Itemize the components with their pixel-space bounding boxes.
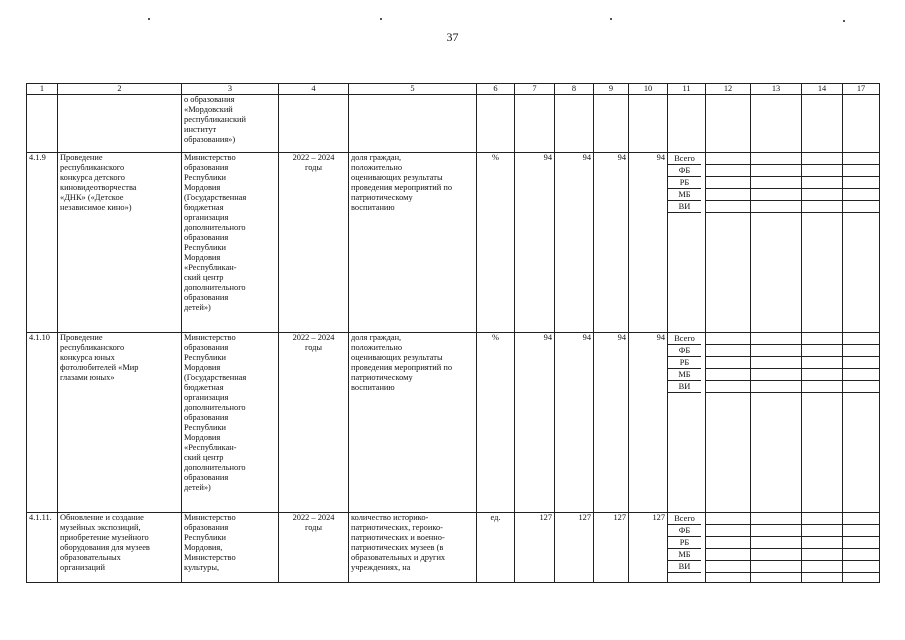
- column-number: 1: [27, 84, 58, 95]
- funding-amount-line: [802, 190, 842, 201]
- funding-amount-line: [843, 562, 879, 573]
- measure-number: 4.1.11.: [27, 513, 58, 583]
- funding-amount-line: [706, 562, 750, 573]
- column-number: 14: [802, 84, 843, 95]
- funding-amount-line: [706, 178, 750, 189]
- indicator-name: доля граждан, положительно оценивающих результаты проведения мероприятий по патриотическому воспитанию: [349, 153, 477, 333]
- funding-amount-line: [802, 154, 842, 165]
- funding-amount-line: [751, 538, 801, 549]
- funding-amount-line: [843, 190, 879, 201]
- funding-amount-line: [802, 166, 842, 177]
- funding-amount-line: [706, 382, 750, 393]
- funding-amount-line: [706, 538, 750, 549]
- column-number: 7: [515, 84, 555, 95]
- measure-executor: Министерство образования Республики Мордовия (Государственная бюджетная организация дополнительного образования Республики Мордовия «Республикан- ский центр дополнительного образования детей»): [182, 153, 279, 333]
- measure-period: [279, 95, 349, 153]
- funding-amount-cell: [706, 153, 751, 333]
- funding-amount-line: [802, 550, 842, 561]
- indicator-value-2025: 94: [629, 333, 668, 513]
- column-number: 17: [843, 84, 880, 95]
- measure-number: 4.1.10: [27, 333, 58, 513]
- funding-amount-line: [751, 562, 801, 573]
- funding-amount-line: [751, 166, 801, 177]
- funding-amount-line: [706, 526, 750, 537]
- funding-sources: [668, 153, 706, 333]
- funding-amount-line: [802, 526, 842, 537]
- indicator-value-2025: 94: [629, 153, 668, 333]
- indicator-value-2023: 94: [555, 153, 594, 333]
- funding-amount-line: [706, 346, 750, 357]
- funding-source-label: РБ: [668, 358, 701, 369]
- funding-amount-line: [843, 202, 879, 213]
- funding-amount-line: [751, 154, 801, 165]
- funding-amount-line: [843, 550, 879, 561]
- indicator-value-2022: 94: [515, 333, 555, 513]
- indicator-value-2024: [594, 95, 629, 153]
- funding-amount-cell: [802, 95, 843, 153]
- funding-amount-line: [843, 514, 879, 525]
- indicator-name: доля граждан, положительно оценивающих результаты проведения мероприятий по патриотическому воспитанию: [349, 333, 477, 513]
- funding-sources: [668, 513, 706, 583]
- funding-amount-line: [751, 370, 801, 381]
- funding-amount-line: [706, 514, 750, 525]
- funding-amount-line: [802, 202, 842, 213]
- funding-source-label: РБ: [668, 538, 701, 549]
- scan-speck: [843, 20, 845, 22]
- funding-source-label: МБ: [668, 190, 701, 201]
- funding-amount-cell: [751, 95, 802, 153]
- funding-amount-line: [706, 202, 750, 213]
- indicator-value-2024: 127: [594, 513, 629, 583]
- measure-period: 2022 – 2024 годы: [279, 513, 349, 583]
- measure-name: Обновление и создание музейных экспозиций, приобретение музейного оборудования для музеев образовательных организаций: [58, 513, 182, 583]
- measure-executor: Министерство образования Республики Мордовия, Министерство культуры,: [182, 513, 279, 583]
- column-number-row: [27, 84, 880, 95]
- funding-amount-cell: [706, 513, 751, 583]
- funding-source-label: МБ: [668, 550, 701, 561]
- indicator-value-2022: 94: [515, 153, 555, 333]
- funding-amount-cell: [751, 153, 802, 333]
- column-number: 9: [594, 84, 629, 95]
- funding-amount-line: [802, 346, 842, 357]
- funding-source-label: МБ: [668, 370, 701, 381]
- table-row: [27, 333, 880, 513]
- column-number: 12: [706, 84, 751, 95]
- funding-amount-cell: [802, 513, 843, 583]
- column-number: 6: [477, 84, 515, 95]
- funding-amount-line: [843, 334, 879, 345]
- funding-amount-line: [843, 346, 879, 357]
- column-number: 13: [751, 84, 802, 95]
- funding-source-label: Всего: [668, 514, 701, 525]
- funding-source-label: ФБ: [668, 526, 701, 537]
- column-number: 4: [279, 84, 349, 95]
- indicator-name: [349, 95, 477, 153]
- indicator-value-2023: [555, 95, 594, 153]
- funding-amount-cell: [751, 333, 802, 513]
- indicator-value-2024: 94: [594, 153, 629, 333]
- funding-amount-line: [843, 178, 879, 189]
- funding-amount-line: [751, 358, 801, 369]
- indicator-unit: ед.: [477, 513, 515, 583]
- funding-amount-line: [802, 538, 842, 549]
- funding-amount-line: [751, 178, 801, 189]
- funding-amount-line: [751, 550, 801, 561]
- funding-amount-cell: [802, 153, 843, 333]
- measure-name: [58, 95, 182, 153]
- table-row: [27, 513, 880, 583]
- funding-amount-line: [843, 166, 879, 177]
- funding-amount-line: [843, 358, 879, 369]
- funding-amount-line: [706, 358, 750, 369]
- indicator-value-2022: 127: [515, 513, 555, 583]
- funding-amount-cell: [706, 95, 751, 153]
- funding-amount-line: [802, 358, 842, 369]
- funding-amount-line: [706, 550, 750, 561]
- funding-source-label: РБ: [668, 178, 701, 189]
- funding-source-label: ФБ: [668, 346, 701, 357]
- measure-number: [27, 95, 58, 153]
- funding-amount-cell: [706, 333, 751, 513]
- funding-amount-line: [706, 370, 750, 381]
- funding-amount-cell: [751, 513, 802, 583]
- funding-amount-line: [802, 514, 842, 525]
- funding-amount-cell: [843, 95, 880, 153]
- indicator-value-2025: [629, 95, 668, 153]
- funding-amount-line: [802, 370, 842, 381]
- funding-amount-line: [751, 346, 801, 357]
- funding-source-label: ФБ: [668, 166, 701, 177]
- scan-speck: [380, 18, 382, 20]
- funding-amount-line: [706, 166, 750, 177]
- indicator-value-2023: 127: [555, 513, 594, 583]
- funding-amount-cell: [843, 513, 880, 583]
- page-number: 37: [446, 30, 459, 44]
- funding-amount-cell: [843, 333, 880, 513]
- measure-number: 4.1.9: [27, 153, 58, 333]
- indicator-value-2023: 94: [555, 333, 594, 513]
- funding-sources: [668, 95, 706, 153]
- indicator-value-2024: 94: [594, 333, 629, 513]
- column-number: 8: [555, 84, 594, 95]
- funding-sources: [668, 333, 706, 513]
- funding-amount-line: [706, 190, 750, 201]
- funding-amount-cell: [843, 153, 880, 333]
- funding-amount-line: [802, 562, 842, 573]
- funding-amount-line: [843, 154, 879, 165]
- funding-source-label: ВИ: [668, 202, 701, 213]
- indicator-value-2025: 127: [629, 513, 668, 583]
- funding-source-label: ВИ: [668, 382, 701, 393]
- measures-table: [26, 83, 880, 583]
- funding-amount-line: [843, 370, 879, 381]
- funding-amount-line: [843, 382, 879, 393]
- indicator-unit: %: [477, 153, 515, 333]
- scan-speck: [148, 18, 150, 20]
- funding-source-label: Всего: [668, 334, 701, 345]
- measure-name: Проведение республиканского конкурса юных фотолюбителей «Мир глазами юных»: [58, 333, 182, 513]
- column-number: 10: [629, 84, 668, 95]
- measure-period: 2022 – 2024 годы: [279, 333, 349, 513]
- indicator-unit: [477, 95, 515, 153]
- funding-amount-line: [751, 190, 801, 201]
- indicator-value-2022: [515, 95, 555, 153]
- measure-period: 2022 – 2024 годы: [279, 153, 349, 333]
- funding-amount-line: [802, 382, 842, 393]
- column-number: 2: [58, 84, 182, 95]
- funding-source-label: ВИ: [668, 562, 701, 573]
- funding-amount-line: [802, 178, 842, 189]
- measure-name: Проведение республиканского конкурса детского киновидеотворчества «ДНК» («Детское независимое кино»): [58, 153, 182, 333]
- funding-amount-line: [802, 334, 842, 345]
- funding-source-label: Всего: [668, 154, 701, 165]
- funding-amount-line: [751, 382, 801, 393]
- funding-amount-line: [843, 526, 879, 537]
- funding-amount-line: [706, 334, 750, 345]
- measure-executor: Министерство образования Республики Мордовия (Государственная бюджетная организация дополнительного образования Республики Мордовия «Республикан- ский центр дополнительного образования детей»): [182, 333, 279, 513]
- column-number: 3: [182, 84, 279, 95]
- column-number: 5: [349, 84, 477, 95]
- column-number: 11: [668, 84, 706, 95]
- table-row: [27, 95, 880, 153]
- scan-speck: [610, 18, 612, 20]
- measure-executor: о образования «Мордовский республиканский институт образования»): [182, 95, 279, 153]
- funding-amount-line: [751, 334, 801, 345]
- table-row: [27, 153, 880, 333]
- funding-amount-line: [706, 154, 750, 165]
- funding-amount-line: [751, 514, 801, 525]
- indicator-name: количество историко- патриотических, героико- патриотических и военно- патриотических музеев (в образовательных и других учреждениях, на: [349, 513, 477, 583]
- funding-amount-line: [751, 526, 801, 537]
- funding-amount-cell: [802, 333, 843, 513]
- funding-amount-line: [751, 202, 801, 213]
- funding-amount-line: [843, 538, 879, 549]
- indicator-unit: %: [477, 333, 515, 513]
